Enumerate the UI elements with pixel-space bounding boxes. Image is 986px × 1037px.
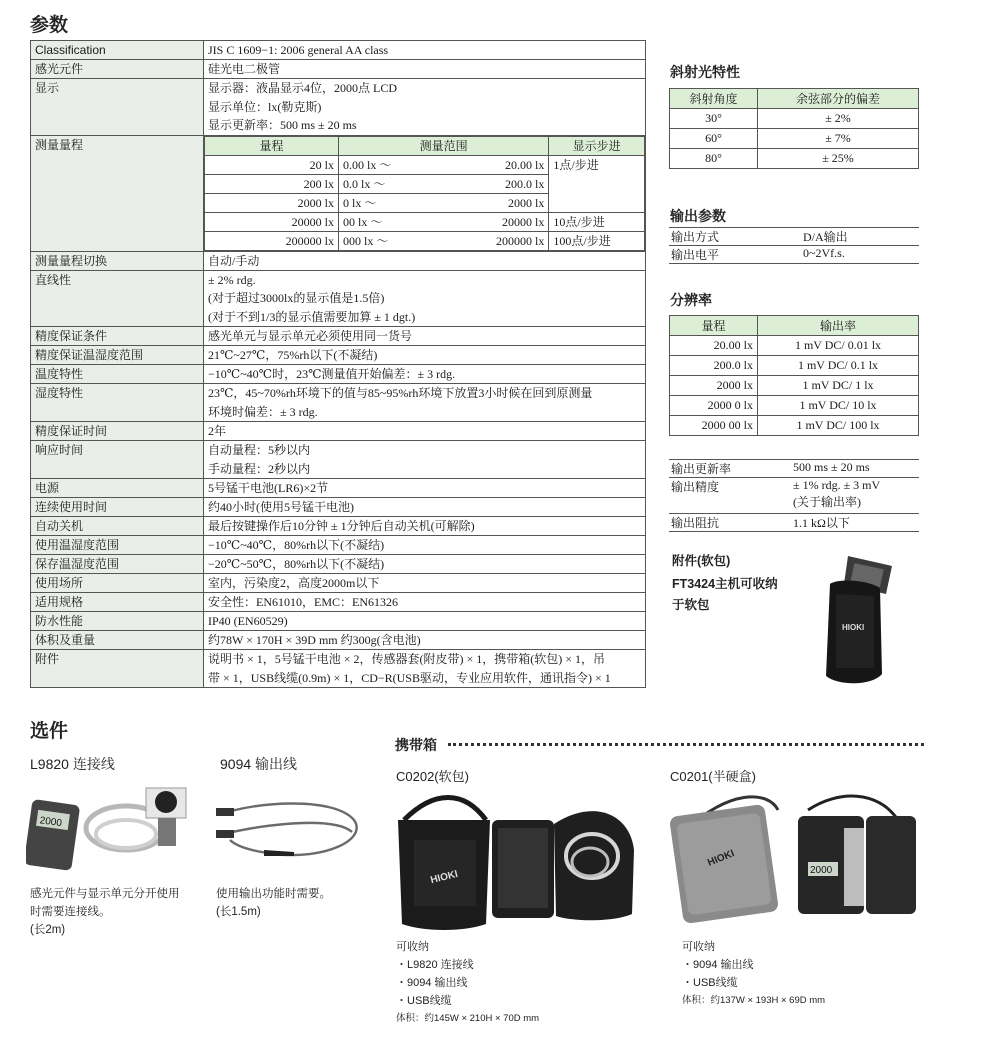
resolution-header: 量程 (670, 316, 758, 336)
range-cell: 20000 lx (444, 212, 549, 231)
range-cell: 0.00 lx ～ (339, 155, 444, 174)
spec-value: IP40 (EN60529) (204, 612, 646, 631)
angle-table (669, 88, 919, 169)
c9094-image (214, 796, 370, 872)
angle-cell: ± 25% (758, 149, 919, 169)
spec-value: 5号锰干电池(LR6)×2节 (204, 479, 646, 498)
angle-header: 余弦部分的偏差 (758, 89, 919, 109)
range-cell: 2000 lx (444, 193, 549, 212)
l9820-desc (30, 885, 180, 939)
spec-key: 电源 (31, 479, 204, 498)
output2-key: 输出更新率 (669, 460, 789, 478)
output-key: 输出方式 (669, 228, 789, 246)
softcase-logo: HIOKI (842, 623, 865, 632)
c0202-logo: HIOKI (429, 868, 460, 887)
spec-value: 21℃~27℃，75%rh以下(不凝结) (204, 346, 646, 365)
range-cell: 200.0 lx (444, 174, 549, 193)
spec-key: 附件 (31, 650, 204, 688)
spec-value (204, 384, 646, 422)
c9094-desc (216, 885, 331, 921)
angle-cell: ± 2% (758, 109, 919, 129)
spec-key: 温度特性 (31, 365, 204, 384)
l9820-title: L9820 连接线 (30, 756, 115, 772)
resolution-cell: 1 mV DC/ 100 lx (758, 416, 919, 436)
c0202-line: ・USB线缆 (396, 995, 452, 1007)
spec-value: −10℃~40℃时，23℃测量值开始偏差：± 3 rdg. (204, 365, 646, 384)
resolution-cell: 1 mV DC/ 10 lx (758, 396, 919, 416)
spec-key: 精度保证时间 (31, 422, 204, 441)
range-cell: 20000 lx (205, 212, 339, 231)
l9820-line: 时需要连接线。 (30, 906, 111, 918)
range-step: 100点/步进 (549, 231, 645, 250)
resolution-table (669, 315, 919, 436)
range-table (204, 136, 645, 251)
spec-key: 保存温湿度范围 (31, 555, 204, 574)
spec-line: (对于超过3000lx的显示值是1.5倍) (208, 291, 385, 305)
softcase-line: FT3424主机可收纳 (672, 577, 778, 591)
c0201-desc (682, 938, 825, 1010)
spec-key: 自动关机 (31, 517, 204, 536)
spec-table (30, 40, 646, 688)
spec-value (204, 441, 646, 479)
output2-value: 1.1 kΩ以下 (789, 513, 919, 531)
c0201-title: C0201(半硬盒) (670, 769, 756, 784)
spec-line: 显示更新率：500 ms ± 20 ms (208, 118, 357, 132)
range-cell: 0.0 lx ～ (339, 174, 444, 193)
spec-line: 23℃，45~70%rh环境下的值与85~95%rh环境下放置3小时候在回到原测量 (208, 386, 593, 400)
range-step: 1点/步进 (549, 155, 645, 212)
spec-value: 约40小时(使用5号锰干电池) (204, 498, 646, 517)
range-step: 10点/步进 (549, 212, 645, 231)
spec-key: 适用规格 (31, 593, 204, 612)
spec-value: 约78W × 170H × 39D mm 约300g(含电池) (204, 631, 646, 650)
c0202-line: ・9094 输出线 (396, 977, 468, 989)
c0201-screen: 2000 (810, 865, 833, 876)
c0202-desc (396, 938, 539, 1028)
resolution-cell: 1 mV DC/ 1 lx (758, 376, 919, 396)
spec-key: 体积及重量 (31, 631, 204, 650)
range-header: 测量范围 (339, 136, 549, 155)
range-cell: 000 lx ～ (339, 231, 444, 250)
spec-value: 自动/手动 (204, 251, 646, 270)
spec-key: 湿度特性 (31, 384, 204, 422)
output2-value: ± 1% rdg. ± 3 mV (793, 478, 881, 492)
range-cell: 200000 lx (205, 231, 339, 250)
range-cell: 20 lx (205, 155, 339, 174)
spec-value: 感光单元与显示单元必须使用同一货号 (204, 327, 646, 346)
c0202-line: ・L9820 连接线 (396, 959, 474, 971)
resolution-header: 输出率 (758, 316, 919, 336)
range-header: 显示步进 (549, 136, 645, 155)
resolution-cell: 1 mV DC/ 0.1 lx (758, 356, 919, 376)
spec-key: 测量量程切换 (31, 251, 204, 270)
l9820-image (26, 784, 198, 874)
resolution-cell: 2000 00 lx (670, 416, 758, 436)
spec-value (204, 650, 646, 688)
range-cell: 200000 lx (444, 231, 549, 250)
angle-header: 斜射角度 (670, 89, 758, 109)
range-cell: 00 lx ～ (339, 212, 444, 231)
spec-key: 使用场所 (31, 574, 204, 593)
output-title: 输出参数 (670, 208, 726, 224)
output2-key (669, 495, 789, 513)
l9820-screen: 2000 (38, 815, 63, 830)
c0202-image (394, 790, 642, 934)
c0202-size: 体积：约145W × 210H × 70D mm (396, 1013, 540, 1024)
c0201-line: ・9094 输出线 (682, 959, 754, 971)
c0201-line: 可收纳 (682, 941, 715, 953)
softcase-title: 附件(软包) (672, 554, 731, 568)
spec-value: −10℃~40℃，80%rh以下(不凝结) (204, 536, 646, 555)
l9820-line: (长2m) (30, 924, 66, 936)
resolution-cell: 2000 lx (670, 376, 758, 396)
spec-line: 带 × 1，USB线缆(0.9m) × 1，CD−R(USB驱动，专业应用软件，通讯指令) × 1 (208, 670, 611, 685)
c0202-line: 可收纳 (396, 941, 429, 953)
range-cell (204, 135, 646, 251)
range-header: 量程 (205, 136, 339, 155)
spec-key: 测量量程 (31, 135, 204, 251)
spec-key: 直线性 (31, 270, 204, 327)
spec-key: 感光元件 (31, 60, 204, 79)
spec-value: 最后按键操作后10分钟 ± 1分钟后自动关机(可解除) (204, 517, 646, 536)
output-value: 0~2Vf.s. (789, 246, 919, 264)
spec-value: 室内，污染度2，高度2000m以下 (204, 574, 646, 593)
c9094-line: (长1.5m) (216, 906, 261, 918)
angle-cell: 80° (670, 149, 758, 169)
spec-title: 参数 (30, 15, 69, 36)
softcase-line: 于软包 (672, 598, 710, 612)
c0201-image (668, 790, 918, 930)
spec-key: 使用温湿度范围 (31, 536, 204, 555)
c0201-line: ・USB线缆 (682, 977, 738, 989)
spec-key: 响应时间 (31, 441, 204, 479)
spec-value: 安全性：EN61010，EMC：EN61326 (204, 593, 646, 612)
resolution-title: 分辨率 (670, 292, 712, 308)
output2-key: 输出精度 (671, 480, 720, 494)
spec-line: (对于不到1/3的显示值需要加算 ± 1 dgt.) (208, 309, 416, 324)
spec-line: 显示器：液晶显示4位，2000点 LCD (208, 81, 398, 95)
range-cell: 0 lx ～ (339, 193, 444, 212)
spec-value: 2年 (204, 422, 646, 441)
spec-key: Classification (31, 41, 204, 60)
case-section-title: 携带箱 (395, 737, 437, 753)
spec-key: 连续使用时间 (31, 498, 204, 517)
spec-value (204, 79, 646, 136)
spec-line: ± 2% rdg. (208, 272, 256, 287)
angle-cell: 30° (670, 109, 758, 129)
output2-value: 500 ms ± 20 ms (789, 460, 919, 478)
c9094-title: 9094 输出线 (220, 756, 298, 772)
spec-key: 精度保证温湿度范围 (31, 346, 204, 365)
c0201-size: 体积：约137W × 193H × 69D mm (682, 995, 826, 1006)
spec-key: 精度保证条件 (31, 327, 204, 346)
range-cell: 2000 lx (205, 193, 339, 212)
resolution-cell: 2000 0 lx (670, 396, 758, 416)
range-cell: 20.00 lx (444, 155, 549, 174)
spec-line: 手动量程：2秒以内 (208, 461, 311, 476)
spec-line: 显示单位：lx(勒克斯) (208, 99, 322, 114)
softcase-image (808, 550, 900, 690)
softcase-text (672, 551, 778, 616)
output2-key: 输出阻抗 (669, 513, 789, 531)
spec-key: 显示 (31, 79, 204, 136)
output2-value: (关于输出率) (789, 495, 919, 513)
output-key: 输出电平 (669, 246, 789, 264)
dotted-divider (448, 743, 924, 746)
range-cell: 200 lx (205, 174, 339, 193)
spec-value: −20℃~50℃，80%rh以下(不凝结) (204, 555, 646, 574)
l9820-line: 感光元件与显示单元分开使用 (30, 888, 180, 900)
spec-line: 环境时偏差：± 3 rdg. (208, 404, 318, 419)
output-table (669, 227, 919, 264)
resolution-cell: 20.00 lx (670, 336, 758, 356)
c0202-title: C0202(软包) (396, 769, 469, 784)
resolution-cell: 200.0 lx (670, 356, 758, 376)
c0201-logo: HIOKI (706, 848, 737, 869)
spec-value: JIS C 1609−1: 2006 general AA class (204, 41, 646, 60)
angle-cell: 60° (670, 129, 758, 149)
c9094-line: 使用输出功能时需要。 (216, 888, 331, 900)
angle-cell: ± 7% (758, 129, 919, 149)
output2-table (669, 459, 919, 532)
output-value: D/A输出 (789, 228, 919, 246)
spec-line: 自动量程：5秒以内 (208, 443, 311, 457)
spec-value (204, 270, 646, 327)
spec-line: 说明书 × 1，5号锰干电池 × 2，传感器套(附皮带) × 1，携带箱(软包) × 1，吊 (208, 652, 606, 666)
resolution-cell: 1 mV DC/ 0.01 lx (758, 336, 919, 356)
options-title: 选件 (30, 721, 69, 742)
angle-title: 斜射光特性 (670, 64, 740, 80)
spec-value: 硅光电二极管 (204, 60, 646, 79)
spec-key: 防水性能 (31, 612, 204, 631)
